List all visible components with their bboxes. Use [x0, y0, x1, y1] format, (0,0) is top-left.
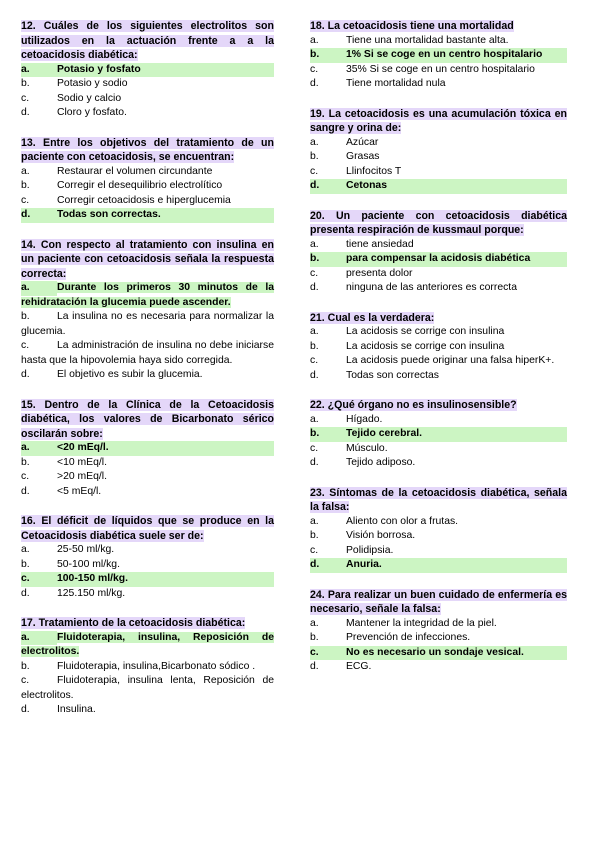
option-text: Sodio y calcio: [57, 92, 122, 104]
answer-option: [21, 543, 274, 558]
option-letter: d.: [310, 369, 319, 381]
option-letter: a.: [310, 413, 319, 425]
option-text: Visión borrosa.: [346, 530, 416, 541]
answer-option: [310, 165, 567, 180]
answer-option: [310, 529, 567, 544]
option-letter: d.: [21, 107, 30, 118]
answer-option: [310, 413, 567, 428]
option-text: 100-150 ml/kg.: [57, 573, 129, 584]
option-text: La acidosis se corrige con insulina: [346, 326, 505, 337]
question-text: [310, 19, 567, 34]
answer-option-correct: [21, 631, 274, 660]
option-letter: a.: [310, 617, 319, 629]
question-text-highlight: 21. Cual es la verdadera:: [310, 311, 435, 324]
option-text: Tejido adiposo.: [346, 457, 416, 468]
answer-option-correct: [310, 646, 567, 661]
question-block: [310, 398, 567, 471]
question-text-highlight: 20. Un paciente con cetoacidosis diabética presenta respiración de kussmaul porque:: [310, 209, 567, 236]
answer-option: [310, 63, 567, 78]
option-text: Azúcar: [346, 136, 379, 148]
question-text-highlight: 18. La cetoacidosis tiene una mortalidad: [310, 20, 514, 32]
option-text: Fluidoterapia, insulina lenta, Reposición de electrolitos.: [21, 675, 274, 701]
option-text: La administración de insulina no debe iniciarse hasta que la hipovolemia haya sido corregida.: [21, 340, 274, 366]
question-text: [310, 209, 567, 238]
option-letter: d.: [21, 704, 30, 715]
question-text-highlight: 22. ¿Qué órgano no es insulinosensible?: [310, 399, 517, 411]
answer-option: [21, 703, 274, 718]
option-letter: b.: [21, 180, 30, 191]
answer-option: [310, 150, 567, 165]
answer-option: [21, 456, 274, 471]
option-letter: a.: [21, 442, 30, 453]
option-letter: c.: [310, 646, 319, 658]
answer-option-correct: [21, 208, 274, 223]
option-text: Tiene mortalidad nula: [346, 78, 446, 89]
option-text: Grasas: [346, 151, 380, 162]
option-text: <20 mEq/l.: [57, 442, 109, 453]
answer-option: [310, 281, 567, 296]
option-text: Tiene una mortalidad bastante alta.: [346, 34, 509, 46]
option-letter: d.: [310, 559, 320, 570]
question-text-highlight: 15. Dentro de la Clínica de la Cetoacidosis diabética, los valores de Bicarbonato sérico oscilarán sobre:: [21, 398, 274, 440]
question-block: [21, 514, 274, 601]
option-letter: c.: [310, 442, 319, 454]
option-text: <10 mEq/l.: [57, 456, 107, 468]
question-block: [310, 311, 567, 384]
option-text: Prevención de infecciones.: [346, 632, 471, 643]
option-letter: a.: [21, 631, 57, 646]
question-block: [21, 238, 274, 383]
option-letter: d.: [21, 209, 31, 220]
option-text: 125.150 ml/kg.: [57, 587, 126, 599]
option-text: Todas son correctas.: [57, 209, 161, 220]
option-text: Restaurar el volumen circundante: [57, 165, 213, 177]
option-letter: c.: [310, 544, 319, 556]
option-letter: b.: [310, 340, 319, 352]
option-text: Durante los primeros 30 minutos de la rehidratación la glucemia puede ascender.: [21, 282, 274, 308]
option-letter: c.: [310, 267, 319, 279]
answer-option: [310, 267, 567, 282]
question-text: [21, 136, 274, 165]
answer-option: [21, 485, 274, 500]
option-text: Mantener la integridad de la piel.: [346, 617, 497, 629]
answer-option: [21, 77, 274, 92]
option-letter: d.: [310, 78, 319, 89]
answer-option: [310, 544, 567, 559]
answer-option: [310, 442, 567, 457]
right-column: [310, 19, 567, 690]
option-letter: c.: [310, 165, 319, 177]
option-letter: d.: [310, 282, 319, 293]
answer-option: [21, 558, 274, 573]
answer-option: [21, 92, 274, 107]
option-text: Polidipsia.: [346, 544, 394, 556]
answer-option: [310, 354, 567, 369]
answer-option: [310, 34, 567, 49]
answer-option-correct: [21, 572, 274, 587]
option-text: Anuria.: [346, 559, 382, 570]
option-letter: a.: [310, 515, 319, 527]
answer-option-correct: [21, 63, 274, 78]
question-block: [310, 209, 567, 296]
answer-option: [310, 77, 567, 92]
option-letter: c.: [21, 194, 30, 206]
question-block: [310, 19, 567, 92]
answer-option-correct: [310, 179, 567, 194]
left-column: [21, 19, 274, 733]
option-text: Todas son correctas: [346, 369, 439, 381]
option-letter: b.: [310, 428, 320, 439]
option-text: presenta dolor: [346, 267, 413, 279]
question-text: [21, 514, 274, 543]
question-text: [310, 398, 567, 413]
question-block: [21, 398, 274, 500]
answer-option-correct: [310, 427, 567, 442]
answer-option: [21, 106, 274, 121]
option-letter: c.: [21, 92, 30, 104]
option-text: Músculo.: [346, 442, 388, 454]
answer-option: [21, 674, 274, 703]
question-block: [21, 616, 274, 718]
option-text: Corregir cetoacidosis e hiperglucemia: [57, 194, 231, 206]
option-text: Llinfocitos T: [346, 165, 402, 177]
option-text: 1% Si se coge en un centro hospitalario: [346, 49, 543, 60]
answer-option: [21, 587, 274, 602]
option-text: Fluidoterapia, insulina,Bicarbonato sódico .: [57, 660, 256, 672]
question-text-highlight: 17. Tratamiento de la cetoacidosis diabética:: [21, 617, 246, 629]
option-letter: a.: [21, 544, 30, 555]
option-letter: b.: [21, 660, 30, 672]
answer-option: [21, 368, 274, 383]
answer-option: [310, 238, 567, 253]
option-text: Hígado.: [346, 413, 383, 425]
question-text-highlight: 12. Cuáles de los siguientes electrolitos son utilizados en la actuación frente a a la cetoacidosis diabética:: [21, 20, 274, 61]
option-text: ninguna de las anteriores es correcta: [346, 282, 517, 293]
option-text: La acidosis puede originar una falsa hiperK+.: [346, 355, 555, 366]
question-text: [310, 486, 567, 515]
option-letter: c.: [21, 675, 30, 686]
option-letter: c.: [21, 471, 30, 482]
answer-option: [21, 310, 274, 339]
option-text: Fluidoterapia, insulina, Reposición de electrolitos.: [21, 631, 274, 657]
answer-option: [21, 470, 274, 485]
question-text-highlight: 13. Entre los objetivos del tratamiento de un paciente con cetoacidosis, se encuentran:: [21, 136, 274, 163]
answer-option: [310, 369, 567, 384]
answer-option: [21, 179, 274, 194]
answer-option: [21, 660, 274, 675]
option-letter: b.: [310, 49, 320, 60]
option-letter: b.: [21, 456, 30, 468]
option-letter: b.: [21, 558, 30, 570]
answer-option: [21, 165, 274, 180]
option-text: La acidosis se corrige con insulina: [346, 340, 505, 352]
question-text-highlight: 19. La cetoacidosis es una acumulación tóxica en sangre y orina de:: [310, 107, 567, 134]
answer-option: [310, 617, 567, 632]
answer-option: [21, 194, 274, 209]
option-letter: c.: [310, 63, 319, 75]
option-text: >20 mEq/l.: [57, 471, 107, 482]
option-letter: a.: [21, 165, 30, 177]
option-letter: c.: [310, 355, 319, 366]
option-letter: a.: [21, 281, 57, 296]
option-letter: b.: [21, 311, 30, 322]
option-text: Insulina.: [57, 704, 96, 715]
option-letter: d.: [310, 661, 319, 672]
question-text: [21, 616, 274, 631]
question-text: [310, 107, 567, 136]
option-letter: a.: [310, 34, 319, 46]
question-block: [310, 588, 567, 675]
option-letter: d.: [310, 457, 319, 468]
answer-option-correct: [310, 558, 567, 573]
question-text-highlight: 16. El déficit de líquidos que se produce en la Cetoacidosis diabética suele ser de:: [21, 515, 274, 542]
option-letter: a.: [21, 63, 30, 75]
option-text: Potasio y sodio: [57, 78, 128, 89]
option-text: 25-50 ml/kg.: [57, 544, 115, 555]
question-text: [21, 238, 274, 282]
option-text: Cetonas: [346, 180, 387, 191]
answer-option: [21, 339, 274, 368]
option-text: La insulina no es necesaria para normalizar la glucemia.: [21, 311, 274, 337]
option-text: para compensar la acidosis diabética: [346, 253, 531, 264]
option-text: tiene ansiedad: [346, 238, 414, 250]
option-letter: a.: [310, 136, 319, 148]
answer-option-correct: [21, 281, 274, 310]
option-text: El objetivo es subir la glucemia.: [57, 369, 203, 380]
option-letter: a.: [310, 326, 319, 337]
option-letter: b.: [310, 151, 319, 162]
answer-option: [310, 515, 567, 530]
answer-option-correct: [310, 48, 567, 63]
option-letter: c.: [21, 573, 30, 584]
option-text: Potasio y fosfato: [57, 63, 141, 75]
option-letter: d.: [21, 369, 30, 380]
answer-option: [310, 660, 567, 675]
option-letter: a.: [310, 238, 319, 250]
option-text: 50-100 ml/kg.: [57, 558, 120, 570]
answer-option: [310, 340, 567, 355]
answer-option: [310, 136, 567, 151]
question-block: [21, 136, 274, 223]
option-text: <5 mEq/l.: [57, 485, 102, 497]
question-text: [310, 588, 567, 617]
option-letter: d.: [21, 485, 30, 497]
answer-option: [310, 456, 567, 471]
option-text: Aliento con olor a frutas.: [346, 515, 459, 527]
question-text: [310, 311, 567, 326]
option-letter: b.: [310, 632, 319, 643]
option-letter: d.: [310, 180, 320, 191]
question-block: [310, 107, 567, 194]
question-text: [21, 398, 274, 442]
option-text: No es necesario un sondaje vesical.: [346, 646, 524, 658]
option-letter: b.: [310, 253, 320, 264]
question-block: [310, 486, 567, 573]
question-block: [21, 19, 274, 121]
option-text: Cloro y fosfato.: [57, 107, 127, 118]
option-text: 35% Si se coge en un centro hospitalario: [346, 63, 535, 75]
option-letter: c.: [21, 340, 30, 351]
option-letter: b.: [310, 530, 319, 541]
option-text: Corregir el desequilibrio electrolítico: [57, 180, 223, 191]
question-text-highlight: 23. Síntomas de la cetoacidosis diabética, señala la falsa:: [310, 486, 567, 513]
answer-option-correct: [310, 252, 567, 267]
answer-option: [310, 631, 567, 646]
answer-option-correct: [21, 441, 274, 456]
option-letter: b.: [21, 78, 30, 89]
question-text: [21, 19, 274, 63]
answer-option: [310, 325, 567, 340]
question-text-highlight: 14. Con respecto al tratamiento con insulina en un paciente con cetoacidosis señala la respuesta correcta:: [21, 238, 274, 280]
option-text: Tejido cerebral.: [346, 428, 423, 439]
question-text-highlight: 24. Para realizar un buen cuidado de enfermería es necesario, señale la falsa:: [310, 588, 567, 615]
option-letter: d.: [21, 587, 30, 599]
option-text: ECG.: [346, 661, 372, 672]
